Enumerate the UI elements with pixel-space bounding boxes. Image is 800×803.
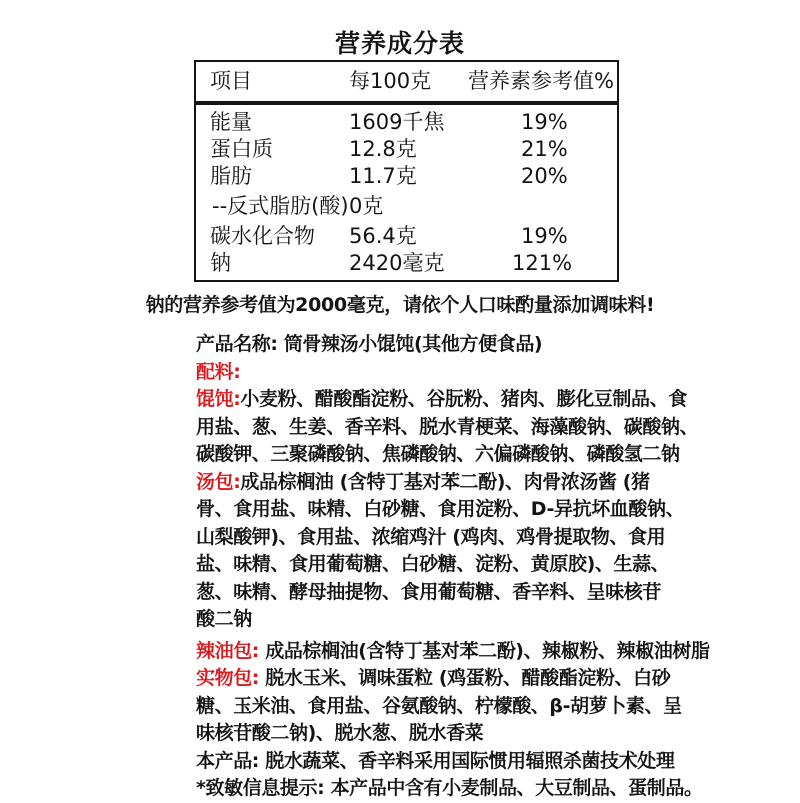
table-row-protein [196,136,617,163]
row-per-100g: 0克 [349,194,384,218]
chili-pack-label: 辣油包: [196,639,259,662]
soup-pack-line-1 [196,469,650,497]
product-name-label: 产品名称: [196,333,278,355]
wonton-line-1 [196,386,687,414]
product-name-line [196,331,646,359]
ingredients-label: 配料: [196,360,241,383]
solid-pack-label: 实物包: [196,667,259,689]
wonton-label: 馄饨: [196,388,241,410]
row-per-100g: 12.8克 [349,137,417,161]
table-header-row [196,62,617,105]
nutrition-table [194,60,619,282]
solid-pack-line-3: 味核苷酸二钠)、脱水葱、脱水香菜 [196,722,484,744]
soup-pack-label: 汤包: [196,470,241,493]
wonton-line-2: 用盐、葱、生姜、香辛料、脱水青梗菜、海藻酸钠、碳酸钠、 [196,415,699,438]
allergen-note: *致敏信息提示: 本产品中含有小麦制品、大豆制品、蛋制品。 [196,777,703,799]
solid-pack-line-1 [196,665,671,693]
row-name: --反式脂肪(酸) [212,194,349,218]
nutrition-table-title: 营养成分表 [334,29,465,58]
solid-pack-line-2: 糖、玉米油、食用盐、谷氨酸钠、柠檬酸、β-胡萝卜素、呈 [196,694,682,717]
row-per-100g: 2420毫克 [349,251,445,275]
table-row-sodium [196,250,617,277]
row-nrv: 19% [521,224,568,248]
ingredient-section [196,331,710,803]
row-per-100g: 1609千焦 [349,110,445,134]
chili-pack-line-1 [196,638,710,666]
soup-pack-line-2: 骨、食用盐、味精、白砂糖、食用淀粉、D-异抗坏血酸钠、 [196,498,685,520]
row-nrv: 20% [521,164,568,188]
row-name: 钠 [210,251,231,275]
row-name: 碳水化合物 [210,224,315,248]
chili-pack-text: 成品棕榈油(含特丁基对苯二酚)、辣椒粉、辣椒油树脂 [259,639,710,662]
header-item: 项目 [210,69,252,93]
table-row-fat [196,163,617,190]
soup-pack-line-5: 葱、味精、酵母抽提物、食用葡萄糖、香辛料、呈味核苷 [196,580,662,603]
wonton-text: 小麦粉、醋酸酯淀粉、谷朊粉、猪肉、膨化豆制品、食 [240,388,687,410]
soup-pack-line-3: 山梨酸钾)、食用盐、浓缩鸡汁 (鸡肉、鸡骨提取物、食用 [196,525,666,548]
row-name: 能量 [210,110,252,134]
row-per-100g: 56.4克 [349,224,417,248]
row-nrv: 121% [512,251,573,275]
soup-pack-text: 成品棕榈油 (含特丁基对苯二酚)、肉骨浓汤酱 (猪 [240,470,650,493]
row-name: 蛋白质 [210,137,273,161]
soup-pack-line-6: 酸二钠 [196,608,252,630]
sodium-note: 钠的营养参考值为2000毫克，请依个人口味酌量添加调味料! [145,294,655,316]
table-row-trans-fat [196,193,617,220]
product-name-value: 筒骨辣汤小馄饨(其他方便食品) [283,333,543,355]
row-nrv: 19% [521,110,568,134]
header-nrv-percent: 营养素参考值% [468,69,614,93]
row-nrv: 21% [521,137,568,161]
table-row-carbohydrate [196,223,617,250]
soup-pack-line-4: 盐、味精、食用葡萄糖、白砂糖、淀粉、黄原胶)、生蒜、 [196,553,670,575]
sterilization-note: 本产品: 脱水蔬菜、香辛料采用国际惯用辐照杀菌技术处理 [196,749,675,772]
row-per-100g: 11.7克 [349,164,417,188]
wonton-line-3: 碳酸钾、三聚磷酸钠、焦磷酸钠、六偏磷酸钠、磷酸氢二钠 [196,443,680,465]
row-name: 脂肪 [210,164,252,188]
table-row-energy [196,109,617,136]
solid-pack-text: 脱水玉米、调味蛋粒 (鸡蛋粉、醋酸酯淀粉、白砂 [259,667,671,689]
header-per-100g: 每100克 [349,69,432,93]
